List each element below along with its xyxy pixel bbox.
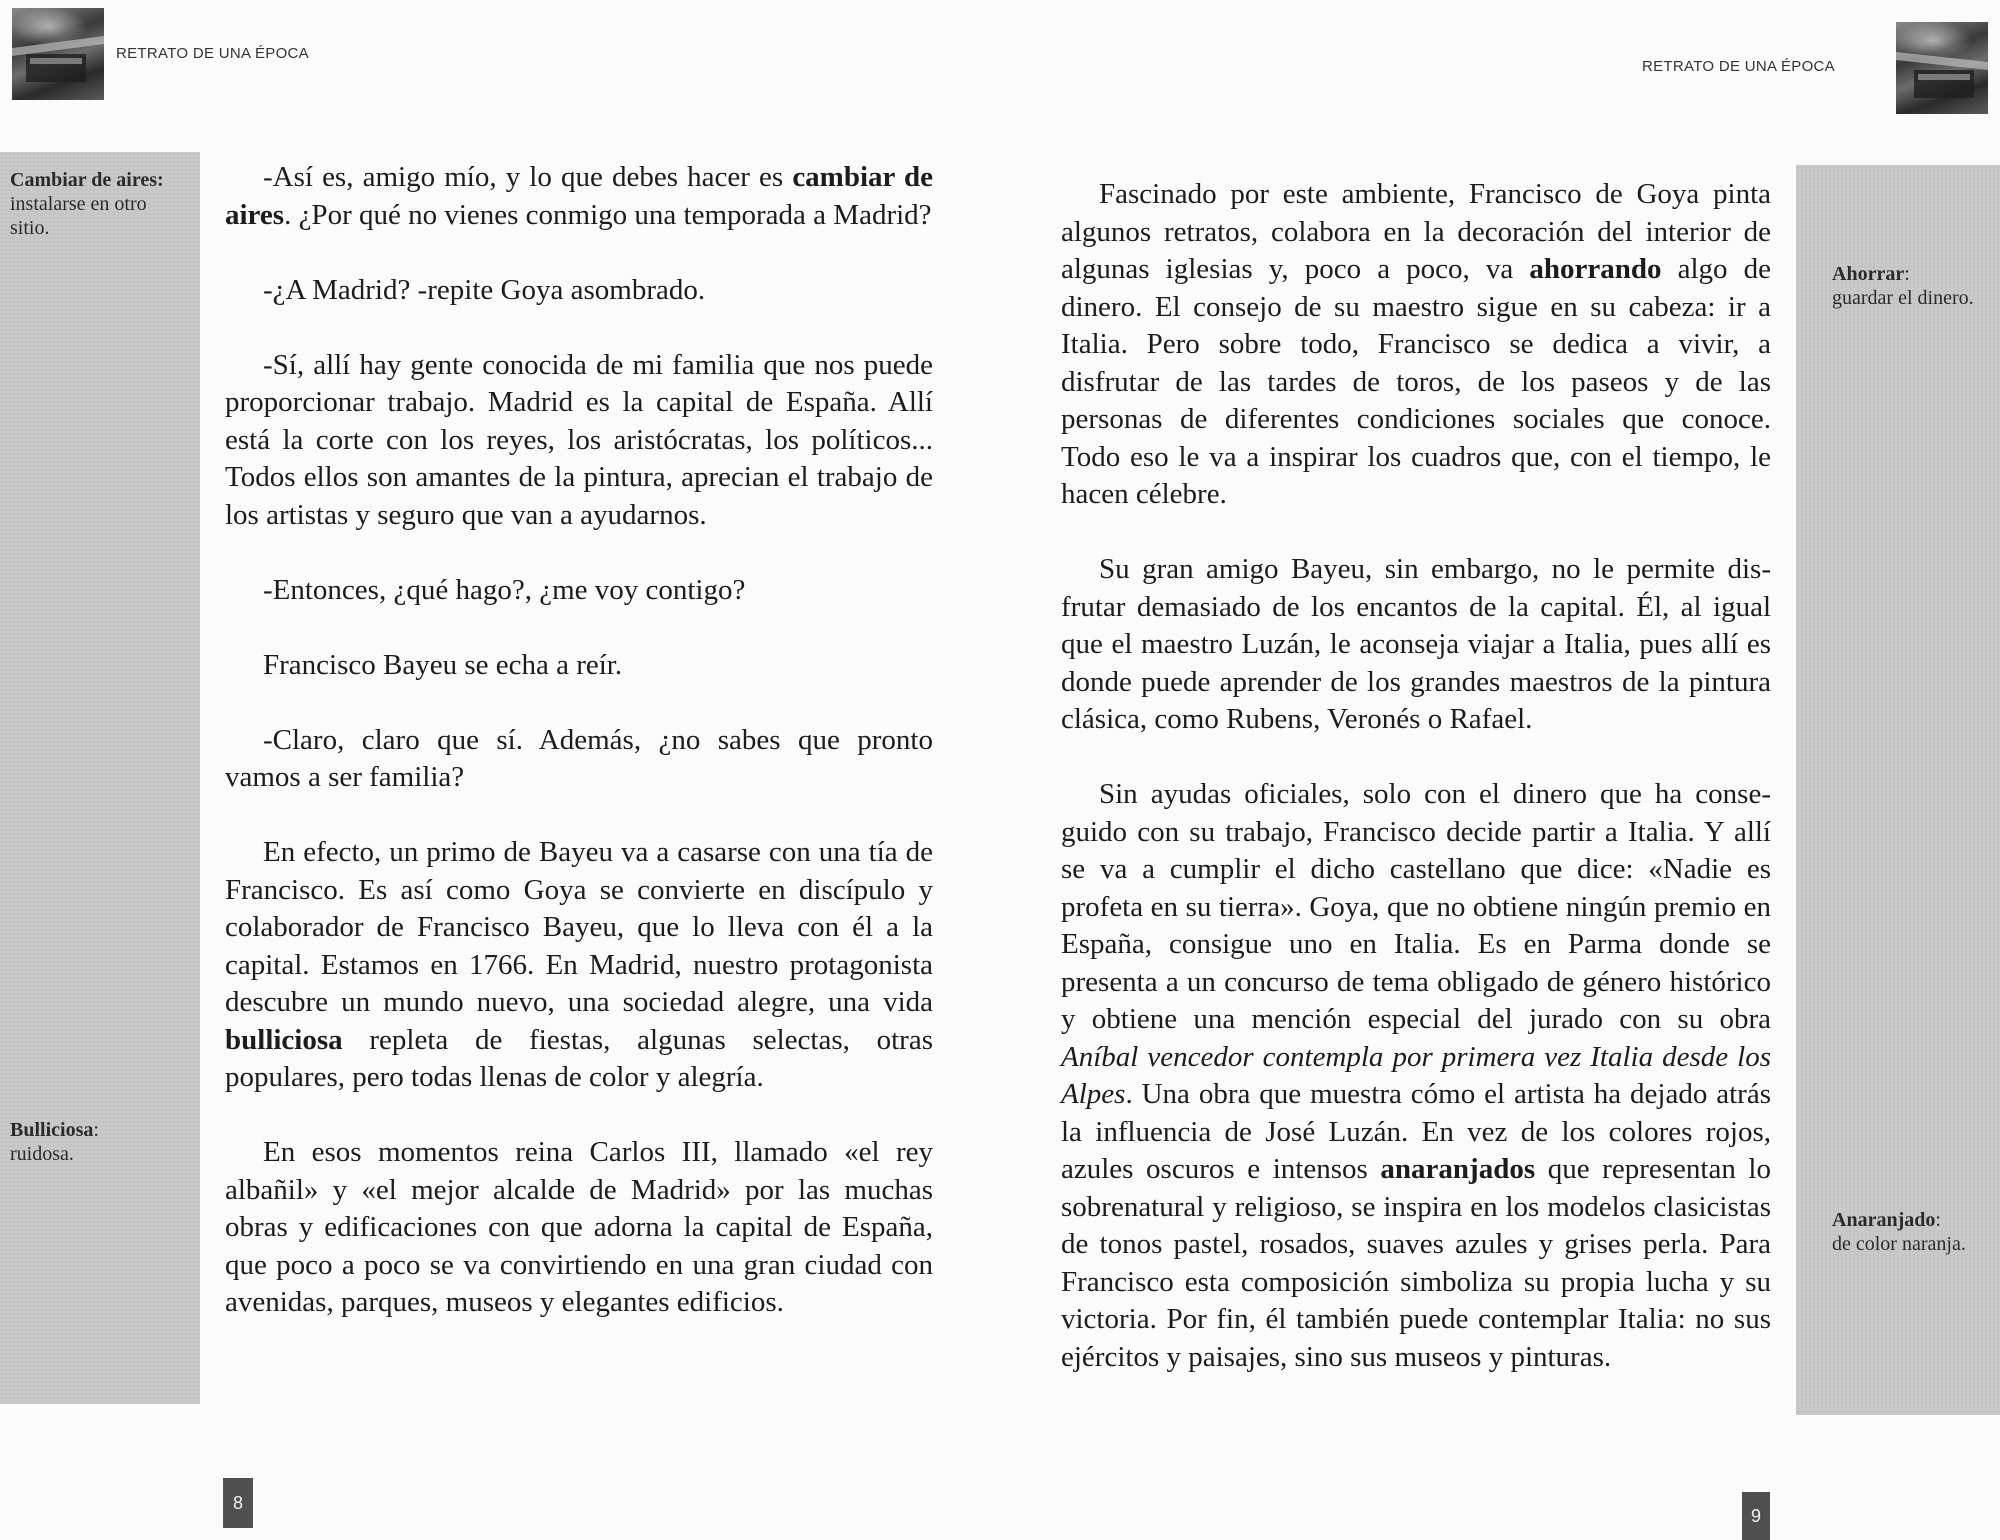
glossary-term: Bulliciosa — [10, 1119, 94, 1141]
glossary-entry: Bulliciosa: ruidosa. — [10, 1119, 99, 1165]
paragraph: -Entonces, ¿qué hago?, ¿me voy contigo? — [263, 573, 746, 606]
paragraph: -¿A Madrid? -repite Goya asombrado. — [263, 273, 706, 306]
glossary-entry: Ahorrar: guardar el dinero. — [1832, 263, 1974, 309]
paragraph: Su gran amigo Bayeu, sin embargo, no le permite disfrutar demasiado de los encantos de la capital. Él, al igual que el maestro Luzán, le aconseja viajar a Italia, pues allí es donde puede aprender de los grandes maestros de la pintura clásica, como Rubens, Veronés o Rafael. — [1061, 553, 1771, 735]
paragraph: -Así es, amigo mío, y lo que debes hacer es cambiar de aires. ¿Por qué no vienes conmigo una temporada a Madrid? — [225, 161, 933, 231]
running-head: RETRATO DE UNA ÉPOCA — [1642, 58, 1835, 75]
body-text — [1061, 176, 1771, 1376]
glossary-term: Anaranjado — [1832, 1209, 1936, 1231]
glossary-definition: guardar el dinero. — [1832, 287, 1974, 309]
glossary-term: Ahorrar — [1832, 263, 1905, 285]
body-text — [225, 159, 933, 1322]
paragraph: Francisco Bayeu se echa a reír. — [263, 648, 623, 681]
paragraph: En esos momentos reina Carlos III, llamado «el rey albañil» y «el mejor alcalde de Madrid» por las muchas obras y edificaciones con que adorna la capital de España, que poco a poco se va convirtiendo en una gran ciudad con avenidas, parques, museos y elegantes edificios. — [225, 1136, 933, 1318]
glossary-definition: instalarse en otro sitio. — [10, 193, 147, 239]
paragraph: -Claro, claro que sí. Además, ¿no sabes que pronto vamos a ser familia? — [225, 723, 933, 793]
glossary-sidebar — [0, 152, 200, 1404]
paragraph: En efecto, un primo de Bayeu va a casarse con una tía de Francisco. Es así como Goya se convierte en discípulo y colaborador de Francisco Bayeu, que lo lleva con él a la capital. Estamos en 1766. En Madrid, nuestro protagonista descubre un mundo nuevo, una sociedad alegre, una vida bulliciosa repleta de fiestas, algunas selectas, otras populares, pero todas llenas de color y alegría. — [225, 836, 933, 1093]
glossary-entry — [10, 168, 190, 240]
glossary-definition: de color naranja. — [1832, 1233, 1966, 1255]
running-head: RETRATO DE UNA ÉPOCA — [116, 45, 309, 62]
paragraph: Fascinado por este ambiente, Francisco de Goya pinta algunos retratos, colabora en la decoración del interior de algunas iglesias y, poco a poco, va ahorrando algo de dinero. El consejo de su maestro sigue en su cabeza: ir a Italia. Pero sobre todo, Francisco se dedica a vivir, a disfrutar de las tardes de toros, de los paseos y de las personas de diferentes condiciones sociales que conoce. Todo eso le va a inspirar los cuadros que, con el tiempo, le hacen célebre. — [1061, 178, 1771, 510]
glossary-definition: ruidosa. — [10, 1143, 74, 1165]
page-number: 9 — [1742, 1492, 1770, 1540]
page-number: 8 — [223, 1478, 253, 1528]
paragraph: Sin ayudas oficiales, solo con el dinero que ha conseguido con su trabajo, Francisco decide partir a Italia. Y allí se va a cumplir el dicho castellano que dice: «Nadie es profeta en su tierra». Goya, que no obtiene ningún premio en España, consigue uno en Italia. Es en Parma donde se presenta a un concurso de tema obligado de género histórico y obtiene una mención especial del jurado con su obra Aníbal vencedor contempla por primera vez Italia desde los Alpes. Una obra que muestra cómo el artista ha dejado atrás la influencia de José Luzán. En vez de los colores rojos, azules oscuros e intensos anaranjados que representan lo sobrenatural y religioso, se inspira en los modelos clasicistas de tonos pastel, rosados, suaves azules y grises perla. Para Francisco esta composición simboliza su propia lucha y su victoria. Por fin, él también puede contemplar Italia: no sus ejércitos y paisajes, sino sus museos y pinturas. — [1061, 778, 1771, 1373]
header-photo-image — [12, 8, 104, 100]
glossary-entry: Anaranjado: de color naranja. — [1832, 1209, 1966, 1255]
paragraph: -Sí, allí hay gente conocida de mi familia que nos puede proporcionar trabajo. Madrid es la capital de España. Allí está la corte con los reyes, los aristócratas, los políticos... Todos ellos son amantes de la pintura, aprecian el trabajo de los artistas y seguro que van a ayudarnos. — [225, 348, 933, 531]
glossary-term: Cambiar de aires: — [10, 169, 164, 191]
right-page — [1000, 0, 2000, 1540]
header-photo-image — [1896, 22, 1988, 114]
